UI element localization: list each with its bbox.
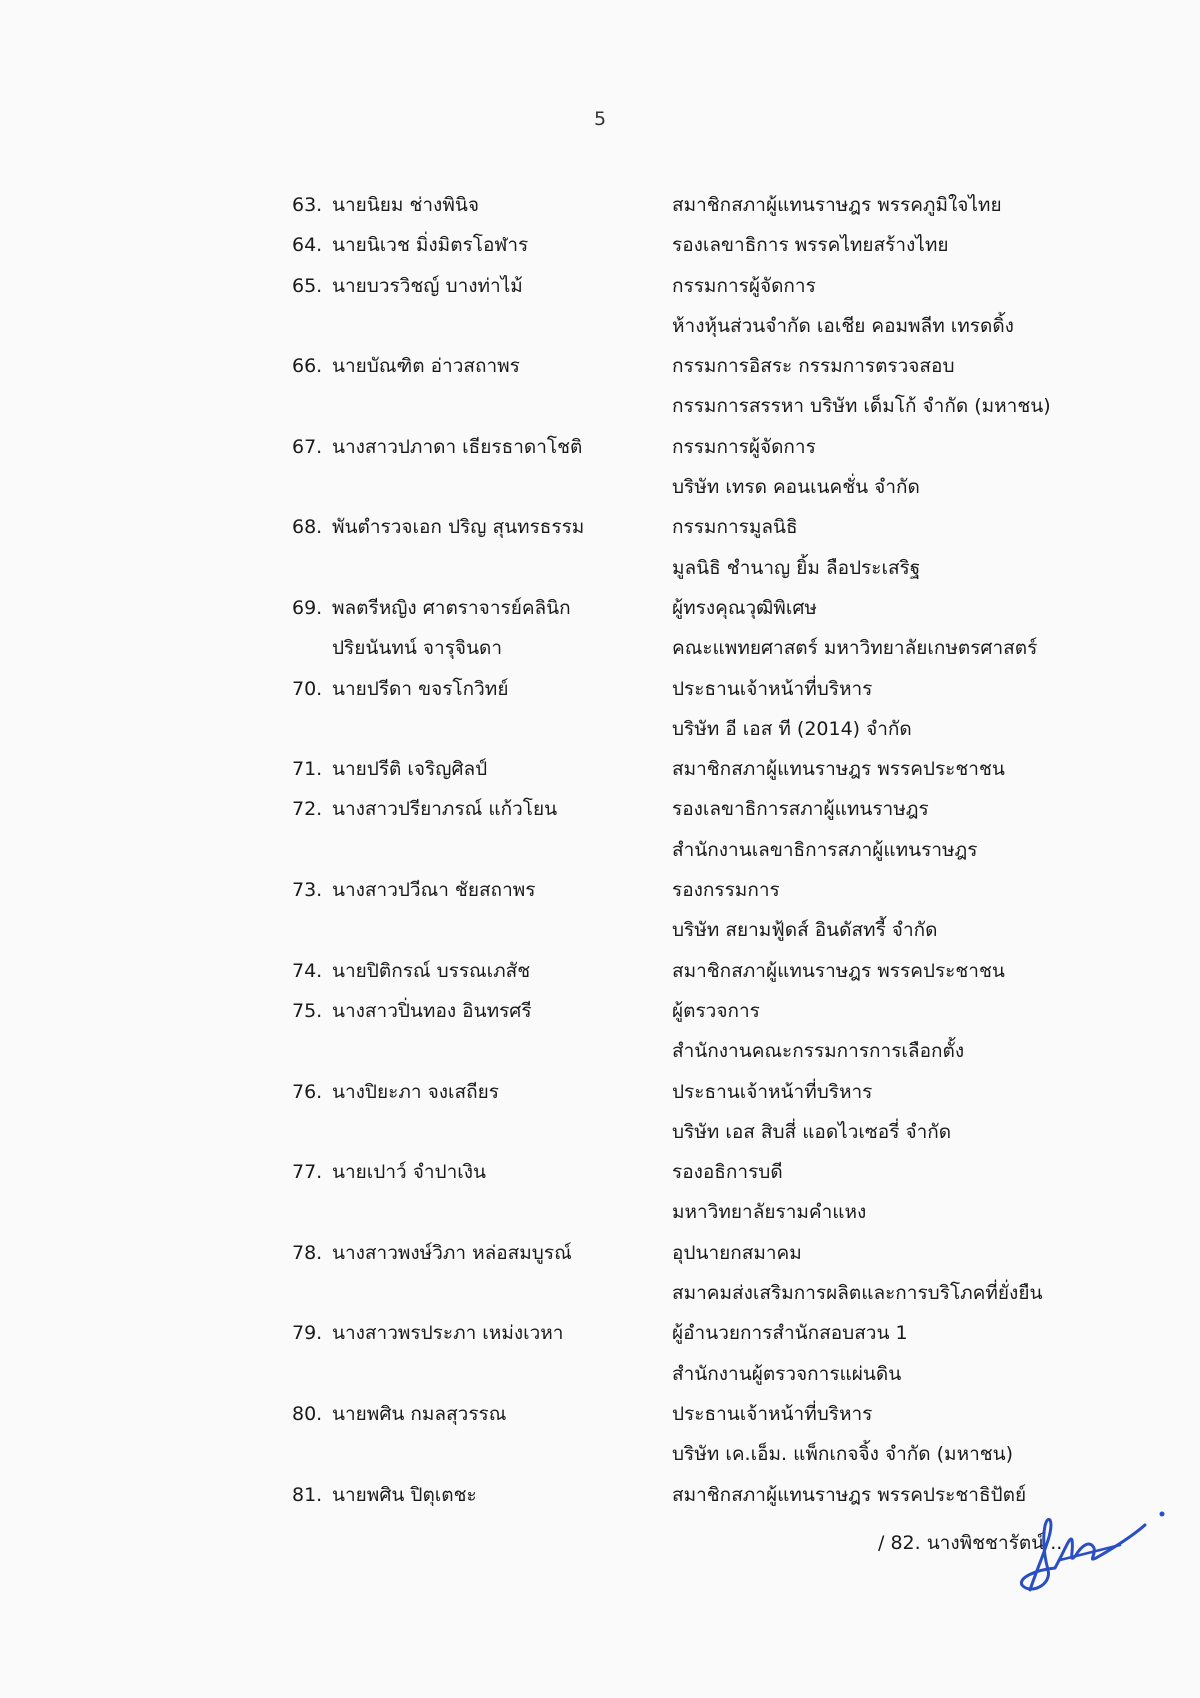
entry-name: นายพศิน ปิตุเตชะ [332,1483,477,1506]
entry-position: รองเลขาธิการสภาผู้แทนราษฎร [672,798,929,821]
list-item [0,427,1200,467]
continuation-note: / 82. นางพิชชารัตน์ ... [878,1532,1069,1554]
entry-position: สำนักงานเลขาธิการสภาผู้แทนราษฎร [672,838,978,861]
list-item [0,467,1200,507]
list-item [0,951,1200,991]
entry-number: 65. [292,274,323,297]
list-item [0,266,1200,306]
list-item [0,1394,1200,1434]
entry-position: สมาคมส่งเสริมการผลิตและการบริโภคที่ยั่งยืน [672,1282,1043,1305]
entry-position: บริษัท สยามฟู้ดส์ อินดัสทรี้ จำกัด [672,919,938,942]
entry-position: รองอธิการบดี [672,1161,783,1184]
entry-number: 76. [292,1080,323,1103]
entry-position: อุปนายกสมาคม [672,1241,802,1264]
entry-position: สมาชิกสภาผู้แทนราษฎร พรรคประชาชน [672,959,1005,982]
entry-position: มูลนิธิ ชำนาญ ยิ้ม ลือประเสริฐ [672,556,921,579]
entry-position: บริษัท เทรด คอนเนคชั่น จำกัด [672,476,920,499]
list-item [0,991,1200,1031]
signature-icon [1010,1500,1180,1610]
entry-name: นายนิเวช มิ่งมิตรโอฬาร [332,234,529,257]
entry-number: 64. [292,234,323,257]
entry-name: นายปรีติ เจริญศิลป์ [332,758,488,781]
list-item [0,1354,1200,1394]
list-item [0,1031,1200,1071]
entry-position: ประธานเจ้าหน้าที่บริหาร [672,1080,873,1103]
list-item [0,789,1200,829]
entry-name: นายบัณฑิต อ่าวสถาพร [332,355,520,378]
list-item [0,1112,1200,1152]
entry-position: ผู้อำนวยการสำนักสอบสวน 1 [672,1322,908,1345]
entry-number: 72. [292,798,323,821]
entry-position: สมาชิกสภาผู้แทนราษฎร พรรคภูมิใจไทย [672,194,1002,216]
list-item [0,669,1200,709]
entry-position: สมาชิกสภาผู้แทนราษฎร พรรคประชาธิปัตย์ [672,1483,1027,1506]
list-item [0,306,1200,346]
entry-number: 69. [292,596,323,619]
entry-position: สำนักงานคณะกรรมการการเลือกตั้ง [672,1040,965,1063]
entry-number: 78. [292,1241,323,1264]
list-item [0,749,1200,789]
entry-number: 68. [292,516,323,539]
entry-name: นายพศิน กมลสุวรรณ [332,1402,507,1425]
entry-position: คณะแพทยศาสตร์ มหาวิทยาลัยเกษตรศาสตร์ [672,637,1038,660]
entry-position: กรรมการสรรหา บริษัท เด็มโก้ จำกัด (มหาชน) [672,395,1051,418]
entry-number: 74. [292,959,323,982]
entry-position: มหาวิทยาลัยรามคำแหง [672,1201,867,1224]
entry-name: นายบวรวิชญ์ บางท่าไม้ [332,274,523,297]
list-item [0,1273,1200,1313]
entry-name: พลตรีหญิง ศาตราจารย์คลินิก [332,596,571,619]
list-item [0,709,1200,749]
list-item [0,870,1200,910]
entry-name: นางสาวพงษ์วิภา หล่อสมบูรณ์ [332,1241,572,1264]
page-number: 5 [593,108,607,130]
entry-name: นางสาวปวีณา ชัยสถาพร [332,879,536,902]
list-item [0,548,1200,588]
entry-name: พันตำรวจเอก ปริญ สุนทรธรรม [332,516,585,539]
list-item [0,1192,1200,1232]
entry-number: 81. [292,1483,323,1506]
list-item [0,1313,1200,1353]
entry-name: ปริยนันทน์ จารุจินดา [332,637,503,660]
list-item [0,507,1200,547]
entry-number: 70. [292,677,323,700]
list-item [0,1072,1200,1112]
entry-position: ห้างหุ้นส่วนจำกัด เอเชีย คอมพลีท เทรดดิ้ง [672,314,1014,337]
list-item [0,628,1200,668]
entry-position: บริษัท เค.เอ็ม. แพ็กเกจจิ้ง จำกัด (มหาชน) [672,1443,1014,1466]
entry-list [0,185,1200,1515]
entry-number: 67. [292,435,323,458]
entry-position: สำนักงานผู้ตรวจการแผ่นดิน [672,1362,902,1385]
list-item [0,1233,1200,1273]
entry-position: กรรมการผู้จัดการ [672,274,816,297]
entry-number: 77. [292,1161,323,1184]
entry-name: นางสาวปภาดา เธียรธาดาโชติ [332,435,583,458]
list-item [0,830,1200,870]
entry-position: กรรมการผู้จัดการ [672,435,816,458]
entry-name: นางสาวปรียาภรณ์ แก้วโยน [332,798,558,821]
entry-name: นายปรีดา ขจรโกวิทย์ [332,677,509,700]
entry-name: นางสาวพรประภา เหม่งเวหา [332,1322,564,1345]
entry-number: 66. [292,355,323,378]
entry-position: ประธานเจ้าหน้าที่บริหาร [672,1402,873,1425]
list-item [0,1434,1200,1474]
entry-position: บริษัท อี เอส ที (2014) จำกัด [672,717,912,740]
entry-name: นายปิติกรณ์ บรรณเภสัช [332,959,531,982]
list-item [0,386,1200,426]
list-item [0,588,1200,628]
entry-position: รองกรรมการ [672,879,780,902]
entry-position: บริษัท เอส สิบสี่ แอดไวเซอรี่ จำกัด [672,1120,952,1143]
entry-position: รองเลขาธิการ พรรคไทยสร้างไทย [672,234,949,257]
entry-position: ผู้ทรงคุณวุฒิพิเศษ [672,596,817,619]
entry-name: นายนิยม ช่างพินิจ [332,194,479,216]
list-item [0,346,1200,386]
entry-position: กรรมการอิสระ กรรมการตรวจสอบ [672,355,955,378]
entry-position: กรรมการมูลนิธิ [672,516,798,539]
entry-position: ประธานเจ้าหน้าที่บริหาร [672,677,873,700]
entry-number: 79. [292,1322,323,1345]
entry-number: 75. [292,999,323,1022]
entry-number: 80. [292,1402,323,1425]
entry-position: สมาชิกสภาผู้แทนราษฎร พรรคประชาชน [672,758,1005,781]
entry-number: 63. [292,194,323,216]
entry-number: 73. [292,879,323,902]
entry-name: นายเปาว์ จำปาเงิน [332,1161,487,1184]
list-item [0,910,1200,950]
list-item [0,185,1200,225]
entry-position: ผู้ตรวจการ [672,999,760,1022]
entry-name: นางสาวปิ่นทอง อินทรศรี [332,999,532,1022]
entry-name: นางปิยะภา จงเสถียร [332,1080,499,1103]
list-item [0,1152,1200,1192]
list-item [0,225,1200,265]
entry-number: 71. [292,758,323,781]
